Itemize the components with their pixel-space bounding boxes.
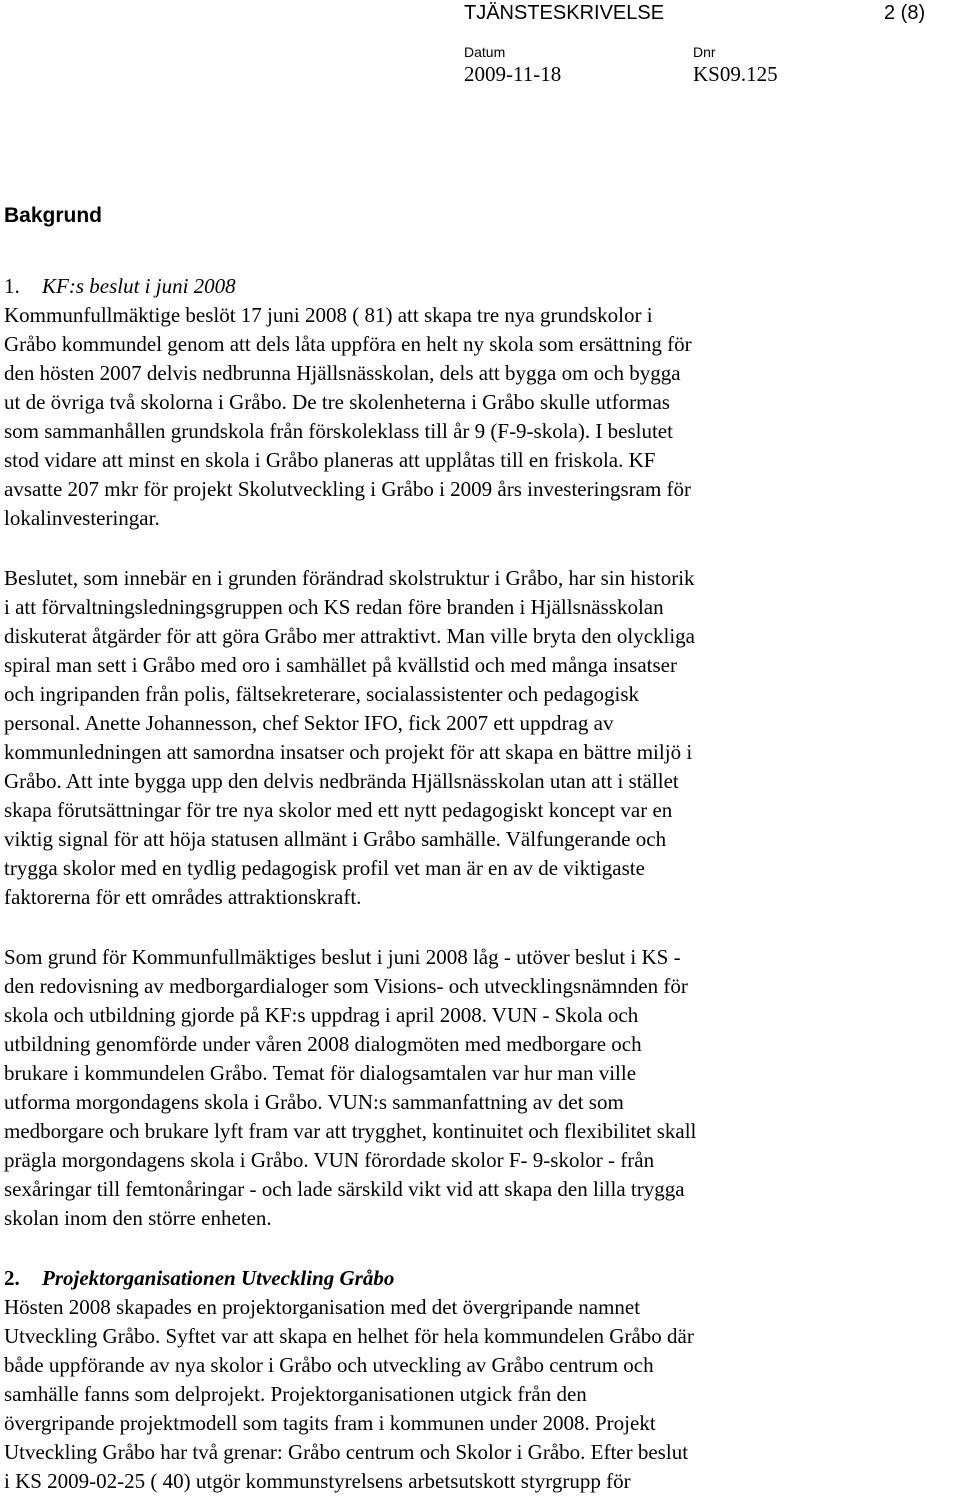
paragraph-line: skola och utbildning gjorde på KF:s uppdrag i april 2008. VUN - Skola och [4, 1003, 639, 1027]
paragraph-line: utbildning genomförde under våren 2008 dialogmöten med medborgare och [4, 1032, 642, 1056]
paragraph-line: samhälle fanns som delprojekt. Projektorganisationen utgick från den [4, 1382, 587, 1406]
paragraph-line: Hösten 2008 skapades en projektorganisation med det övergripande namnet [4, 1295, 641, 1319]
paragraph-line: den redovisning av medborgardialoger som Visions- och utvecklingsnämnden för [4, 974, 688, 998]
paragraph-line: trygga skolor med en tydlig pedagogisk profil vet man är en av de viktigaste [4, 856, 645, 880]
section-title: Bakgrund [4, 204, 103, 227]
paragraph-line: faktorerna för ett områdes attraktionskraft. [4, 885, 362, 909]
paragraph-line: kommunledningen att samordna insatser och projekt för att skapa en bättre miljö i [4, 740, 693, 764]
paragraph-line: både uppförande av nya skolor i Gråbo och utveckling av Gråbo centrum och [4, 1353, 654, 1377]
section2-number: 2. [4, 1266, 20, 1290]
paragraph-line: skolan inom den större enheten. [4, 1206, 272, 1230]
paragraph-line: prägla morgondagens skola i Gråbo. VUN förordade skolor F- 9-skolor - från [4, 1148, 655, 1172]
paragraph-line: viktig signal för att höja statusen allmänt i Gråbo samhälle. Välfungerande och [4, 827, 667, 851]
paragraph-line: lokalinvesteringar. [4, 506, 160, 530]
paragraph-line: som sammanhållen grundskola från förskoleklass till år 9 (F-9-skola). I beslutet [4, 419, 673, 443]
paragraph-line: övergripande projektmodell som tagits fram i kommunen under 2008. Projekt [4, 1411, 656, 1435]
section1-title: KF:s beslut i juni 2008 [42, 274, 236, 298]
paragraph-line: Gråbo. Att inte bygga upp den delvis nedbrända Hjällsnässkolan utan att i stället [4, 769, 679, 793]
reference-label: Dnr [693, 44, 716, 60]
paragraph-line: Utveckling Gråbo. Syftet var att skapa en helhet för hela kommundelen Gråbo där [4, 1324, 694, 1348]
paragraph-line: ut de övriga två skolorna i Gråbo. De tre skolenheterna i Gråbo skulle utformas [4, 390, 670, 414]
paragraph-line: sexåringar till femtonåringar - och lade särskild vikt vid att skapa den lilla trygga [4, 1177, 685, 1201]
paragraph-line: Beslutet, som innebär en i grunden förändrad skolstruktur i Gråbo, har sin historik [4, 566, 695, 590]
paragraph-line: brukare i kommundelen Gråbo. Temat för dialogsamtalen var hur man ville [4, 1061, 637, 1085]
paragraph-line: avsatte 207 mkr för projekt Skolutveckling i Gråbo i 2009 års investeringsram för [4, 477, 692, 501]
paragraph-line: Utveckling Gråbo har två grenar: Gråbo centrum och Skolor i Gråbo. Efter beslut [4, 1440, 689, 1464]
paragraph-line: i att förvaltningsledningsgruppen och KS redan före branden i Hjällsnässkolan [4, 595, 664, 619]
reference-value: KS09.125 [693, 62, 778, 86]
paragraph-line: Kommunfullmäktige beslöt 17 juni 2008 ( 81) att skapa tre nya grundskolor i [4, 303, 653, 327]
document-type: TJÄNSTESKRIVELSE [464, 2, 665, 24]
paragraph-line: utforma morgondagens skola i Gråbo. VUN:s sammanfattning av det som [4, 1090, 624, 1114]
paragraph-line: stod vidare att minst en skola i Gråbo planeras att upplåtas till en friskola. KF [4, 448, 656, 472]
paragraph-line: skapa förutsättningar för tre nya skolor med ett nytt pedagogiskt koncept var en [4, 798, 673, 822]
paragraph-line: diskuterat åtgärder för att göra Gråbo mer attraktivt. Man ville bryta den olyckliga [4, 624, 696, 648]
paragraph-line: den hösten 2007 delvis nedbrunna Hjällsnässkolan, dels att bygga om och bygga [4, 361, 681, 385]
section2-title: Projektorganisationen Utveckling Gråbo [42, 1266, 395, 1290]
section2-heading [4, 1264, 394, 1293]
paragraph-line: medborgare och brukare lyft fram var att trygghet, kontinuitet och flexibilitet skall [4, 1119, 697, 1143]
paragraph-line: och ingripanden från polis, fältsekreterare, socialassistenter och pedagogisk [4, 682, 640, 706]
date-label: Datum [464, 44, 506, 60]
paragraph-line: spiral man sett i Gråbo med oro i samhället på kvällstid och med många insatser [4, 653, 677, 677]
paragraph-line: Som grund för Kommunfullmäktiges beslut i juni 2008 låg - utöver beslut i KS - [4, 945, 681, 969]
section1-heading [4, 272, 236, 301]
date-value: 2009-11-18 [464, 62, 562, 86]
page-number: 2 (8) [884, 2, 926, 24]
paragraph-line: personal. Anette Johannesson, chef Sektor IFO, fick 2007 ett uppdrag av [4, 711, 614, 735]
section1-number: 1. [4, 274, 20, 298]
paragraph-line: Gråbo kommundel genom att dels låta uppföra en helt ny skola som ersättning för [4, 332, 692, 356]
paragraph-line: i KS 2009-02-25 ( 40) utgör kommunstyrelsens arbetsutskott styrgrupp för [4, 1469, 631, 1493]
